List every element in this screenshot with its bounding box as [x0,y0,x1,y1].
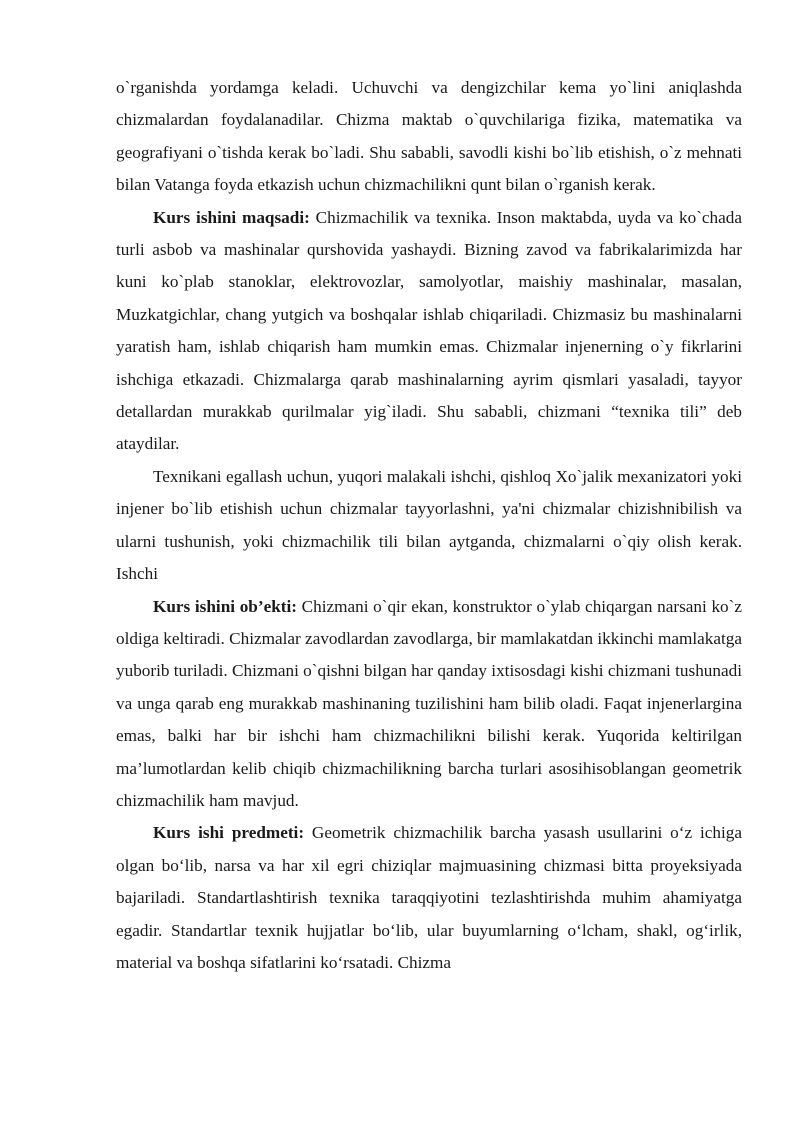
paragraph-text: o`rganishda yordamga keladi. Uchuvchi va dengizchilar kema yo`lini aniqlashda chizmalardan foydalanadilar. Chizma maktab o`quvchilariga fizika, matematika va geografiyani o`tishda kerak bo`ladi. Shu sababli, savodli kishi bo`lib etishish, o`z mehnati bilan Vatanga foyda etkazish uchun chizmachilikni qunt bilan o`rganish kerak. [116,78,742,195]
section-heading-predmeti: Kurs ishi predmeti: [153,823,305,843]
paragraph-text: Geometrik chizmachilik barcha yasash usullarini o‘z ichiga olgan bo‘lib, narsa va har xil egri chiziqlar majmuasining chizmasi bitta proyeksiyada bajariladi. Standartlashtirish texnika taraqqiyotini tezlashtirishda muhim ahamiyatga egadir. Standartlar texnik hujjatlar bo‘lib, ular buyumlarning o‘lcham, shakl, og‘irlik, material va boshqa sifatlarini ko‘rsatadi. Chizma [116,823,742,972]
paragraph-texnikani-egallash [116,461,742,591]
paragraph-intro-continuation [116,72,742,202]
paragraph-kurs-predmeti [116,817,742,979]
paragraph-kurs-maqsadi [116,202,742,461]
paragraph-text: Chizmani o`qir ekan, konstruktor o`ylab chiqargan narsani ko`z oldiga keltiradi. Chizmalar zavodlardan zavodlarga, bir mamlakatdan ikkinchi mamlakatga yuborib turiladi. Chizmani o`qishni bilgan har qanday ixtisosdagi kishi chizmani tushunadi va unga qarab eng murakkab mashinaning tuzilishini ham bilib oladi. Faqat injenerlargina emas, balki har bir ishchi ham chizmachilikni bilishi kerak. Yuqorida keltirilgan ma’lumotlardan kelib chiqib chizmachilikning barcha turlari asosihisoblangan geometrik chizmachilik ham mavjud. [116,596,742,810]
section-heading-obekti: Kurs ishini ob’ekti: [153,596,297,616]
section-heading-maqsadi: Kurs ishini maqsadi: [153,207,310,227]
paragraph-text: Texnikani egallash uchun, yuqori malakali ishchi, qishloq Xo`jalik mexanizatori yoki injener bo`lib etishish uchun chizmalar tayyorlashni, ya'ni chizmalar chizishnibilish va ularni tushunish, yoki chizmachilik tili bilan aytganda, chizmalarni o`qiy olish kerak. Ishchi [116,466,742,584]
paragraph-text: Chizmachilik va texnika. Inson maktabda, uyda va ko`chada turli asbob va mashinalar qurshovida yashaydi. Bizning zavod va fabrikalarimizda har kuni ko`plab stanoklar, elektrovozlar, samolyotlar, maishiy mashinalar, masalan, Muzkatgichlar, chang yutgich va boshqalar ishlab chiqariladi. Chizmasiz bu mashinalarni yaratish ham, ishlab chiqarish ham mumkin emas. Chizmalar injenerning o`y fikrlarini ishchiga etkazadi. Chizmalarga qarab mashinalarning ayrim qismlari yasaladi, tayyor detallardan murakkab qurilmalar yig`iladi. Shu sababli, chizmani “texnika tili” deb ataydilar. [116,207,742,454]
paragraph-kurs-obekti [116,591,742,818]
document-page [116,72,742,979]
